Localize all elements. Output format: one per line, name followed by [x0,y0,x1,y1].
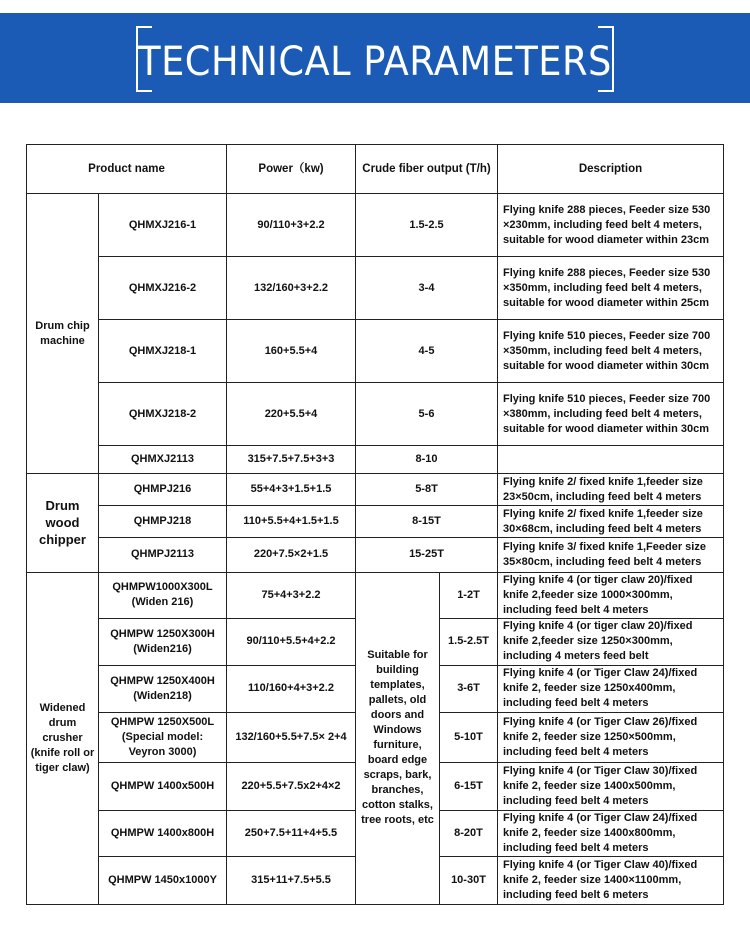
description-cell: Flying knife 4 (or Tiger Claw 24)/fixed knife 2, feeder size 1400x800mm, including feed belt 4 meters [498,810,724,856]
output-cell: 1.5-2.5 [356,194,498,257]
suitable-materials-cell: Suitable for building templates, pallets, old doors and Windows furniture, board edge scraps, bark, branches, cotton stalks, tree roots, etc [356,572,440,905]
table-row [27,538,724,572]
page-title: TECHNICAL PARAMETERS [138,39,612,85]
description-cell: Flying knife 288 pieces, Feeder size 530 ×230mm, including feed belt 4 meters, suitable for wood diameter within 23cm [498,194,724,257]
power-cell: 160+5.5+4 [227,320,356,383]
header-description: Description [498,145,724,194]
description-cell: Flying knife 4 (or tiger claw 20)/fixed knife 2,feeder size 1250×300mm, including 4 meters feed belt [498,618,724,665]
header-product-name: Product name [27,145,227,194]
power-cell: 90/110+5.5+4+2.2 [227,618,356,665]
output-cell: 8-10 [356,446,498,474]
model-cell: QHMPW 1250X300H (Widen216) [99,618,227,665]
model-cell: QHMXJ216-2 [99,257,227,320]
description-cell: Flying knife 4 (or Tiger Claw 40)/fixed knife 2, feeder size 1400×1100mm, including feed belt 6 meters [498,856,724,904]
output-cell: 1-2T [440,572,498,618]
output-cell: 5-10T [440,712,498,762]
model-cell: QHMPW 1250X400H (Widen218) [99,665,227,712]
model-cell: QHMXJ218-1 [99,320,227,383]
output-cell: 8-15T [356,506,498,538]
title-banner [0,13,750,103]
description-cell: Flying knife 3/ fixed knife 1,Feeder size 35×80cm, including feed belt 4 meters [498,538,724,572]
group-name-widened-drum-crusher: Widened drum crusher (knife roll or tiger claw) [27,572,99,905]
table-header-row [27,145,724,194]
model-cell: QHMPJ218 [99,506,227,538]
model-cell: QHMPJ2113 [99,538,227,572]
power-cell: 132/160+5.5+7.5× 2+4 [227,712,356,762]
power-cell: 132/160+3+2.2 [227,257,356,320]
output-cell: 5-6 [356,383,498,446]
description-cell: Flying knife 510 pieces, Feeder size 700 ×350mm, including feed belt 4 meters, suitable for wood diameter within 30cm [498,320,724,383]
output-cell: 3-4 [356,257,498,320]
model-cell: QHMPW1000X300L (Widen 216) [99,572,227,618]
model-cell: QHMPJ216 [99,474,227,506]
header-power: Power（kw) [227,145,356,194]
description-cell: Flying knife 4 (or Tiger Claw 24)/fixed knife 2, feeder size 1250x400mm, including feed belt 4 meters [498,665,724,712]
power-cell: 250+7.5+11+4+5.5 [227,810,356,856]
technical-parameters-table [26,144,724,905]
model-cell: QHMXJ216-1 [99,194,227,257]
description-cell [498,446,724,474]
output-cell: 5-8T [356,474,498,506]
table-row [27,257,724,320]
model-cell: QHMPW 1250X500L (Special model: Veyron 3000) [99,712,227,762]
description-cell: Flying knife 4 (or Tiger Claw 30)/fixed knife 2, feeder size 1400x500mm, including feed belt 4 meters [498,762,724,810]
model-cell: QHMXJ218-2 [99,383,227,446]
power-cell: 75+4+3+2.2 [227,572,356,618]
description-cell: Flying knife 2/ fixed knife 1,feeder size 30×68cm, including feed belt 4 meters [498,506,724,538]
power-cell: 220+7.5×2+1.5 [227,538,356,572]
description-cell: Flying knife 288 pieces, Feeder size 530 ×350mm, including feed belt 4 meters, suitable for wood diameter within 25cm [498,257,724,320]
description-cell: Flying knife 4 (or Tiger Claw 26)/fixed knife 2, feeder size 1250×500mm, including feed belt 4 meters [498,712,724,762]
output-cell: 15-25T [356,538,498,572]
power-cell: 315+11+7.5+5.5 [227,856,356,904]
output-cell: 10-30T [440,856,498,904]
power-cell: 90/110+3+2.2 [227,194,356,257]
description-cell: Flying knife 2/ fixed knife 1,feeder size 23×50cm, including feed belt 4 meters [498,474,724,506]
output-cell: 3-6T [440,665,498,712]
power-cell: 110/160+4+3+2.2 [227,665,356,712]
group-name-drum-chip-machine: Drum chip machine [27,194,99,474]
power-cell: 220+5.5+4 [227,383,356,446]
output-cell: 8-20T [440,810,498,856]
output-cell: 6-15T [440,762,498,810]
model-cell: QHMPW 1450x1000Y [99,856,227,904]
output-cell: 4-5 [356,320,498,383]
power-cell: 315+7.5+7.5+3+3 [227,446,356,474]
table-row [27,320,724,383]
table-row [27,474,724,506]
power-cell: 55+4+3+1.5+1.5 [227,474,356,506]
table-row [27,383,724,446]
model-cell: QHMPW 1400x800H [99,810,227,856]
description-cell: Flying knife 510 pieces, Feeder size 700 ×380mm, including feed belt 4 meters, suitable for wood diameter within 30cm [498,383,724,446]
output-cell: 1.5-2.5T [440,618,498,665]
header-output: Crude fiber output (T/h) [356,145,498,194]
model-cell: QHMXJ2113 [99,446,227,474]
table-row [27,572,724,618]
table-row [27,446,724,474]
table-row [27,194,724,257]
description-cell: Flying knife 4 (or tiger claw 20)/fixed knife 2,feeder size 1000×300mm, including feed belt 4 meters [498,572,724,618]
table-row [27,506,724,538]
power-cell: 110+5.5+4+1.5+1.5 [227,506,356,538]
group-name-drum-wood-chipper: Drum wood chipper [27,474,99,572]
power-cell: 220+5.5+7.5x2+4×2 [227,762,356,810]
model-cell: QHMPW 1400x500H [99,762,227,810]
